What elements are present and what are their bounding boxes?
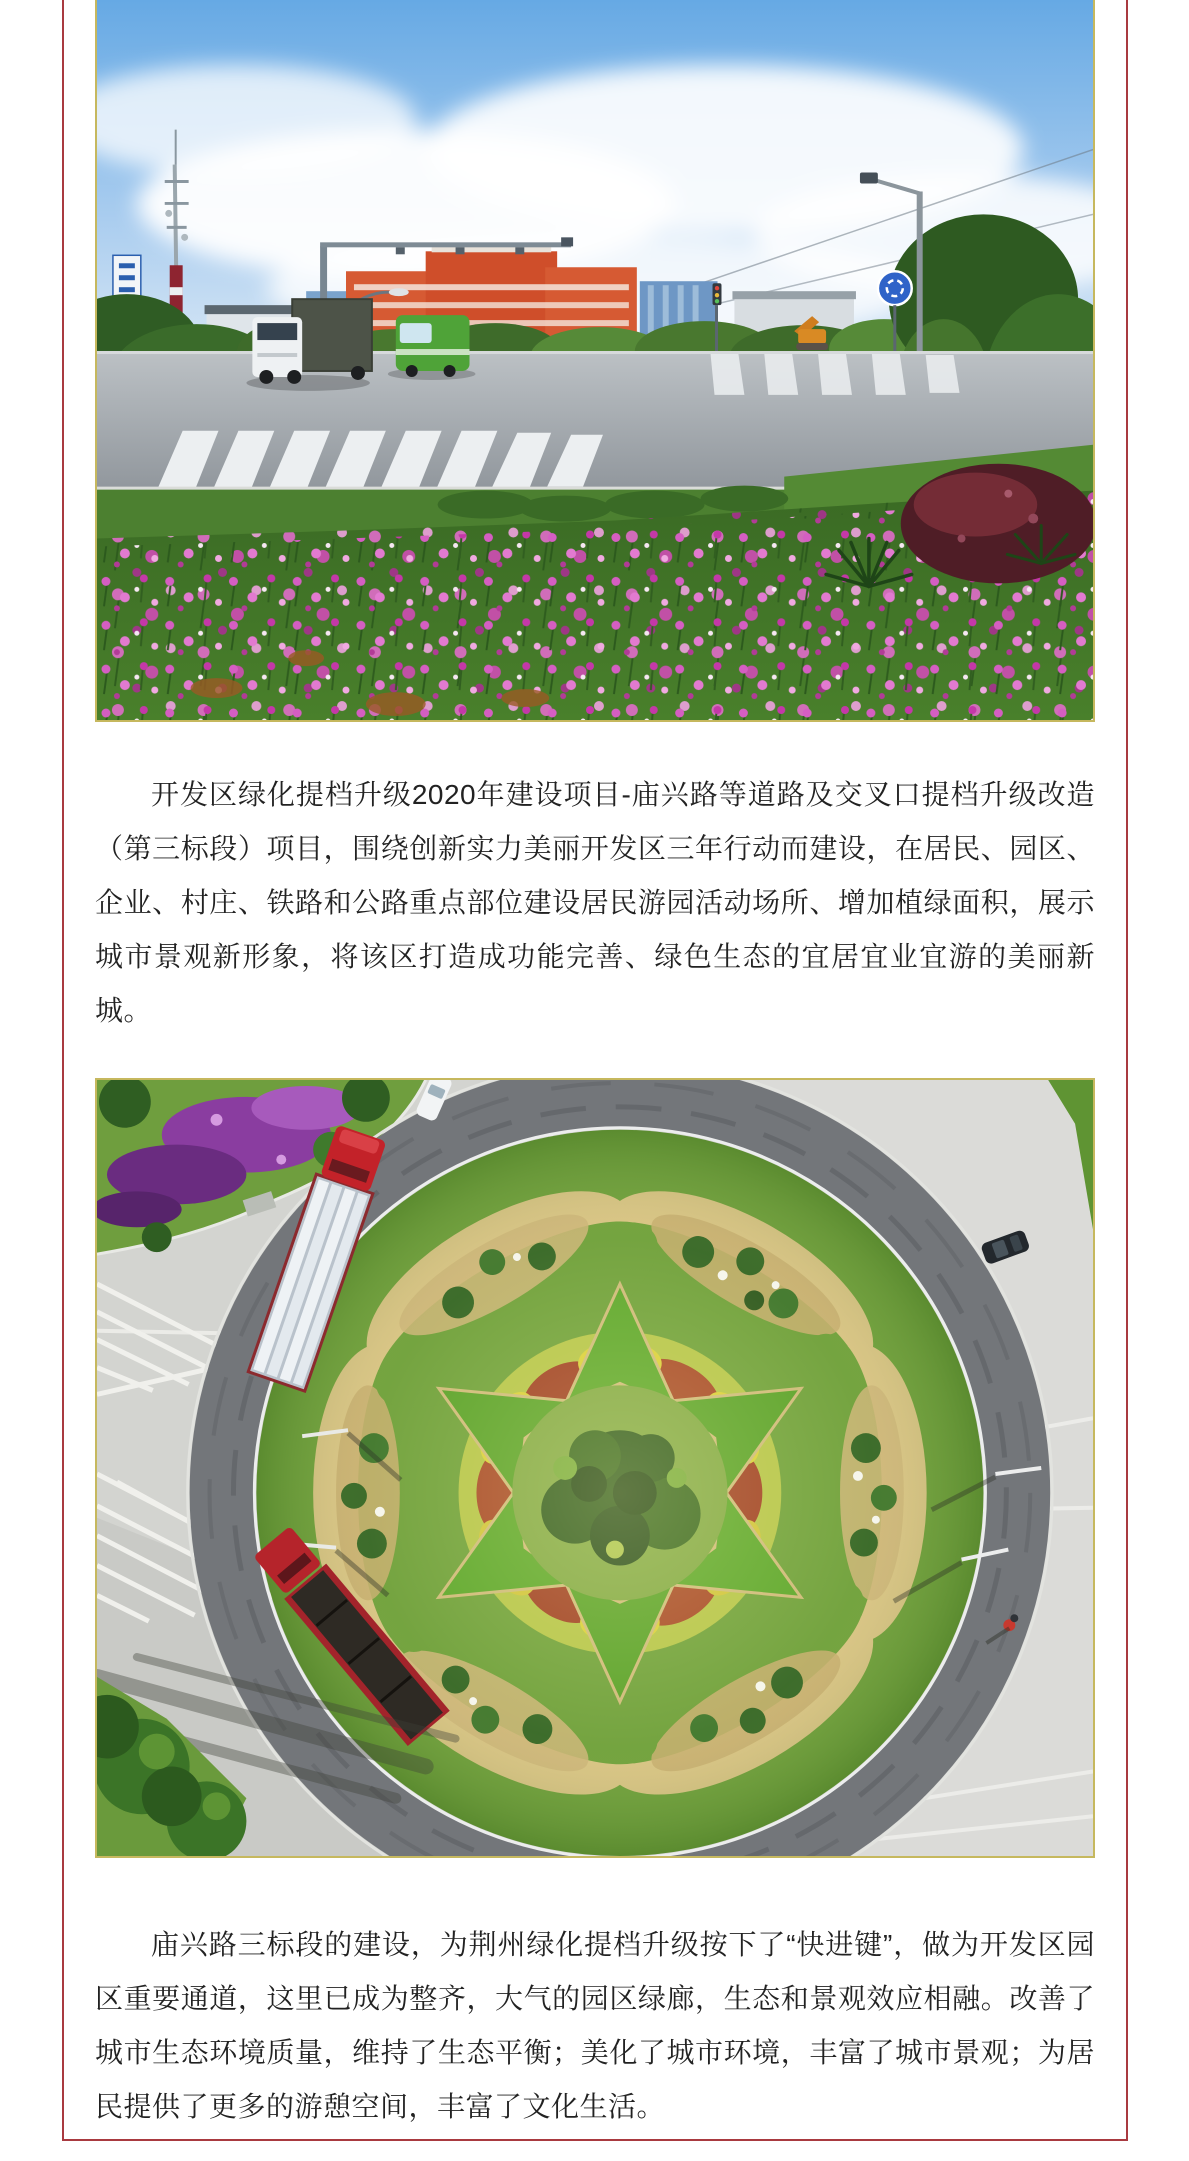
paragraph-project-impact: 庙兴路三标段的建设，为荆州绿化提档升级按下了“快进键”，做为开发区园区重要通道，这里已成为整齐，大气的园区绿廊，生态和景观效应相融。改善了城市生态环境质量，维持了生态平衡；美化了城市环境，丰富了城市景观；为居民提供了更多的游憩空间，丰富了文化生活。 <box>95 1929 1095 2122</box>
paragraph-project-overview: 开发区绿化提档升级2020年建设项目-庙兴路等道路及交叉口提档升级改造（第三标段）项目，围绕创新实力美丽开发区三年行动而建设，在居民、园区、企业、村庄、铁路和公路重点部位建设居民游园活动场所、增加植绿面积，展示城市景观新形象，将该区打造成功能完善、绿色生态的宜居宜业宜游的美丽新城。 <box>95 779 1095 1026</box>
street-photo <box>95 0 1095 722</box>
green-bus <box>388 315 476 380</box>
article-content <box>95 0 1095 2134</box>
maroon-bush <box>901 464 1093 584</box>
roundabout-aerial-photo <box>95 1078 1095 1858</box>
street-photo-art <box>97 0 1093 720</box>
roundabout-photo-art <box>97 1080 1093 1856</box>
road-far-edge <box>97 351 1093 354</box>
